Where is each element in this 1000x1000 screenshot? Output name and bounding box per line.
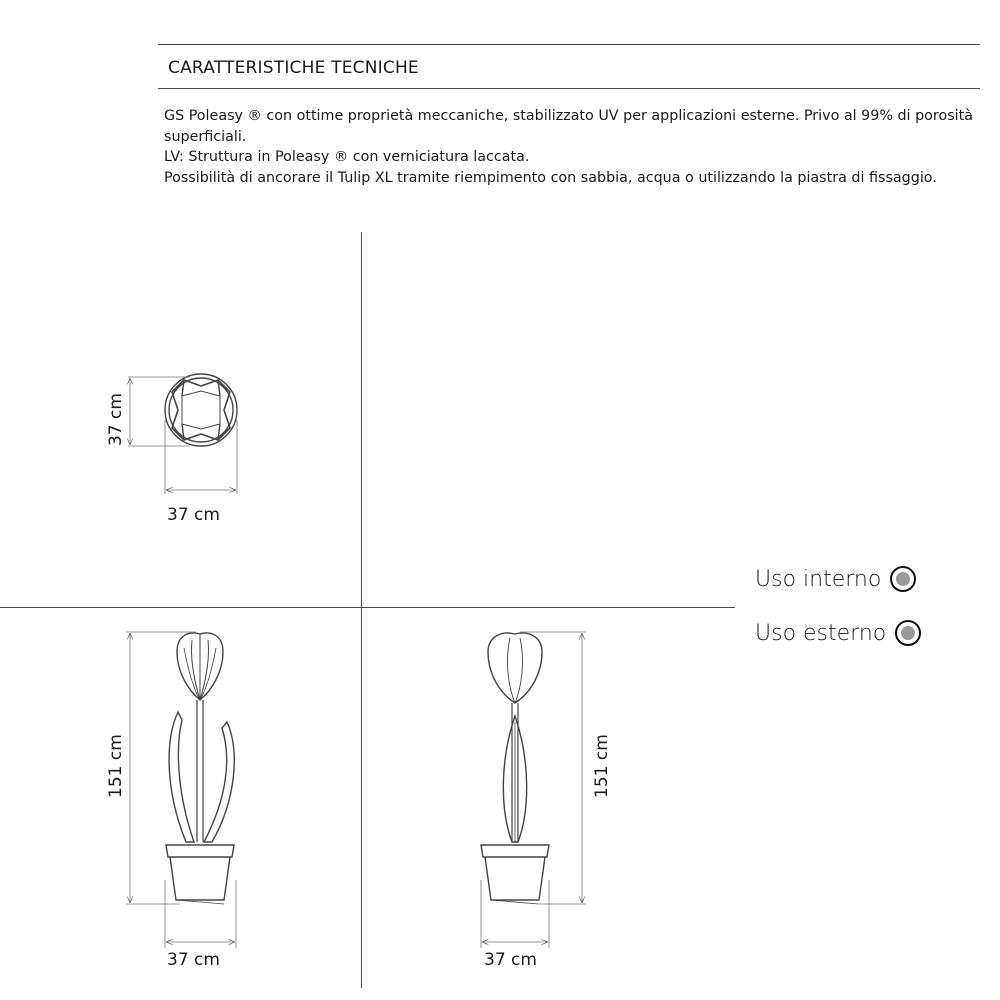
legend-outdoor — [755, 620, 921, 646]
description-line: GS Poleasy ® con ottime proprietà meccaniche, stabilizzato UV per applicazioni esterne. Privo al 99% di porosità superficiali. — [164, 108, 973, 145]
front-view-width-label: 37 cm — [167, 950, 220, 970]
description-line: Possibilità di ancorare il Tulip XL tramite riempimento con sabbia, acqua o utilizzando la piastra di fissaggio. — [164, 169, 937, 186]
side-view-drawing — [481, 633, 549, 904]
front-view-height-label: 151 cm — [106, 734, 126, 798]
indoor-dot-icon — [890, 566, 916, 592]
side-view-width-label: 37 cm — [484, 950, 537, 970]
side-view-height-label: 151 cm — [592, 734, 612, 798]
front-view-drawing — [166, 633, 234, 904]
top-view-depth-label: 37 cm — [106, 393, 126, 446]
description-line: LV: Struttura in Poleasy ® con verniciatura laccata. — [164, 149, 530, 165]
section-heading: CARATTERISTICHE TECNICHE — [168, 58, 419, 78]
top-view-width-label: 37 cm — [167, 505, 220, 525]
legend-indoor-label: Uso interno — [755, 566, 882, 592]
top-view-drawing — [165, 374, 237, 446]
legend-indoor — [755, 566, 916, 592]
outdoor-dot-icon — [895, 620, 921, 646]
legend-outdoor-label: Uso esterno — [755, 620, 887, 646]
